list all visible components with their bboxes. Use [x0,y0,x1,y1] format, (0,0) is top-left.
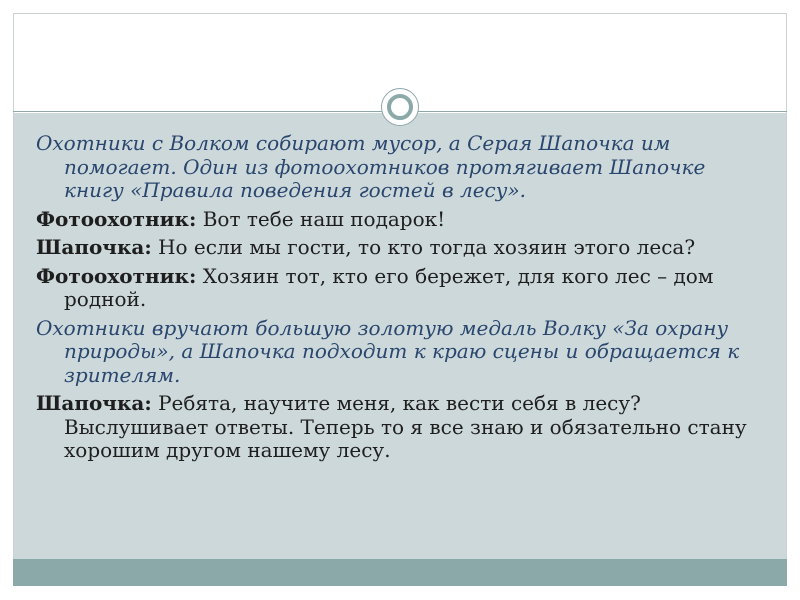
dialogue-line [36,236,766,260]
stage-direction [36,317,766,388]
ring-icon [387,94,413,120]
dialogue-line [36,208,766,232]
double-ring-circle-icon [381,88,419,126]
stage-direction [36,132,766,203]
stage-direction-text: Охотники вручают большую золотую медаль Волку «За охрану природы», а Шапочка подходит к краю сцены и обращается к зрителям. [36,315,740,387]
dialogue-line [36,265,766,312]
dialogue-text: Но если мы гости, то кто тогда хозяин этого леса? [151,235,696,259]
speaker-name: Фотоохотник: [36,206,197,231]
dialogue-line [36,392,766,463]
footer-bar [13,559,787,586]
stage-direction-text: Охотники с Волком собирают мусор, а Серая Шапочка им помогает. Один из фотоохотников протягивает Шапочке книгу «Правила поведения гостей в лесу». [36,131,706,202]
dialogue-text: Ребята, научите меня, как вести себя в лесу? Выслушивает ответы. Теперь то я все знаю и обязательно стану хорошим другом нашему лесу. [64,391,747,462]
dialogue-text: Хозяин тот, кто его бережет, для кого лес – дом родной. [64,263,714,311]
speaker-name: Фотоохотник: [36,263,197,288]
slide-text [36,132,766,468]
speaker-name: Шапочка: [36,391,152,415]
dialogue-text: Вот тебе наш подарок! [196,206,446,231]
speaker-name: Шапочка: [36,235,152,259]
